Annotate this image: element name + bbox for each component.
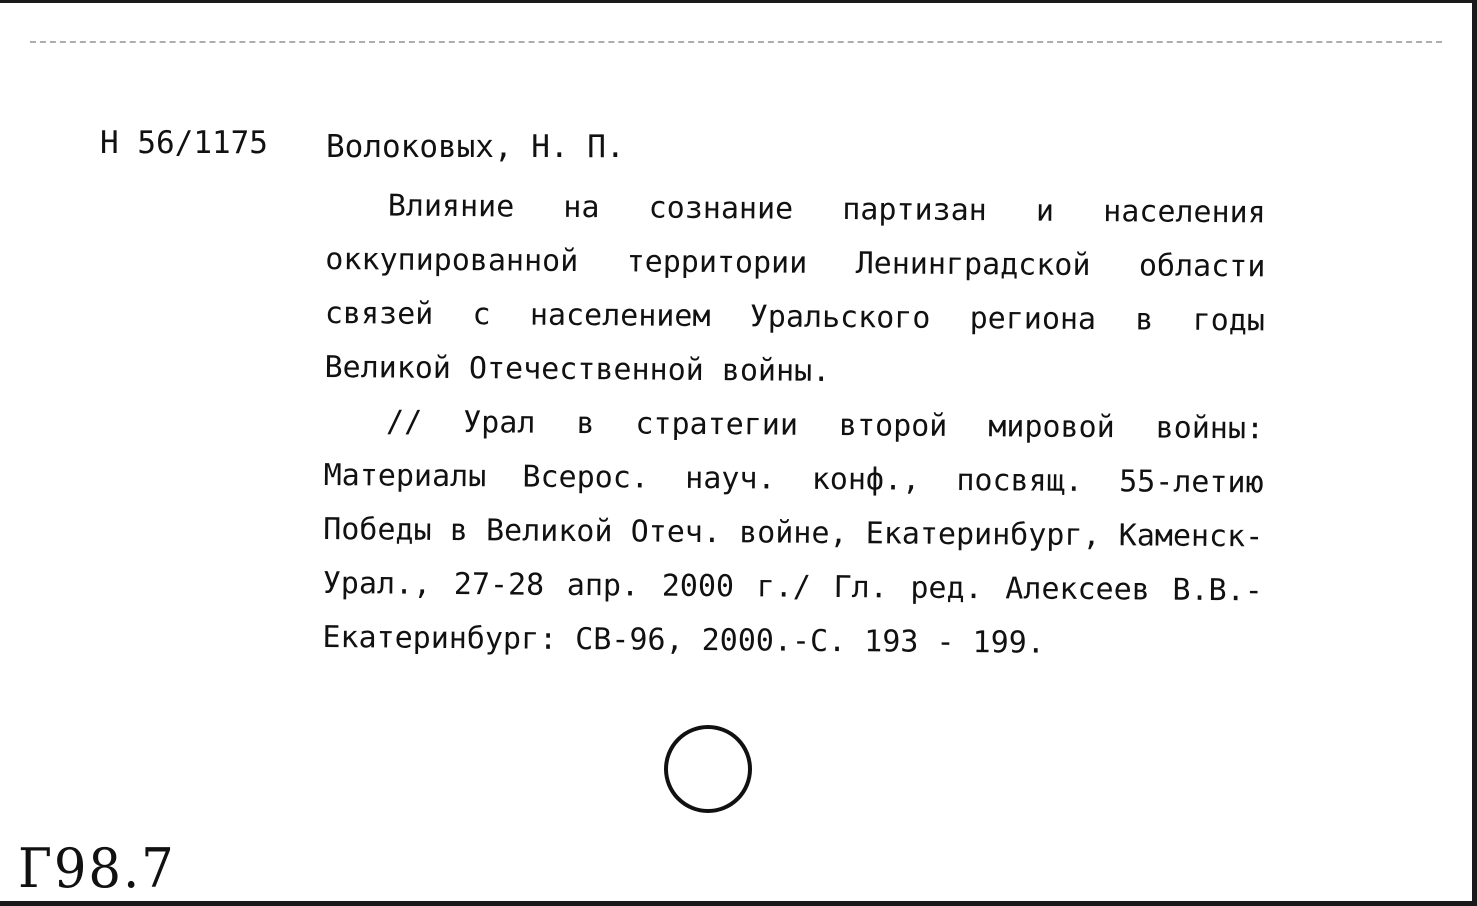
top-dashed-line xyxy=(30,41,1442,43)
shelf-mark: Г98.7 xyxy=(18,837,176,900)
call-number: Н 56/1175 xyxy=(100,125,268,161)
punch-hole xyxy=(664,725,752,813)
source-paragraph: // Урал в стратегии второй мировой войны: Материалы Всерос. науч. конф., посвящ. 55-летию Победы в Великой Отеч. войне, Екатеринбург, Каменск- Урал., 27-28 апр. 2000 г./ Гл. ред. Алексеев В.В.- Екатеринбург: СВ-96, 2000.-С. 193 - 199. xyxy=(322,404,1265,661)
title-paragraph: Влияние на сознание партизан и населения оккупированной территории Ленинградской области связей с населением Уральского региона в годы Великой Отечественной войны. xyxy=(324,188,1266,389)
bibliographic-description xyxy=(322,179,1266,672)
author-name: Волоковых, Н. П. xyxy=(326,129,625,165)
